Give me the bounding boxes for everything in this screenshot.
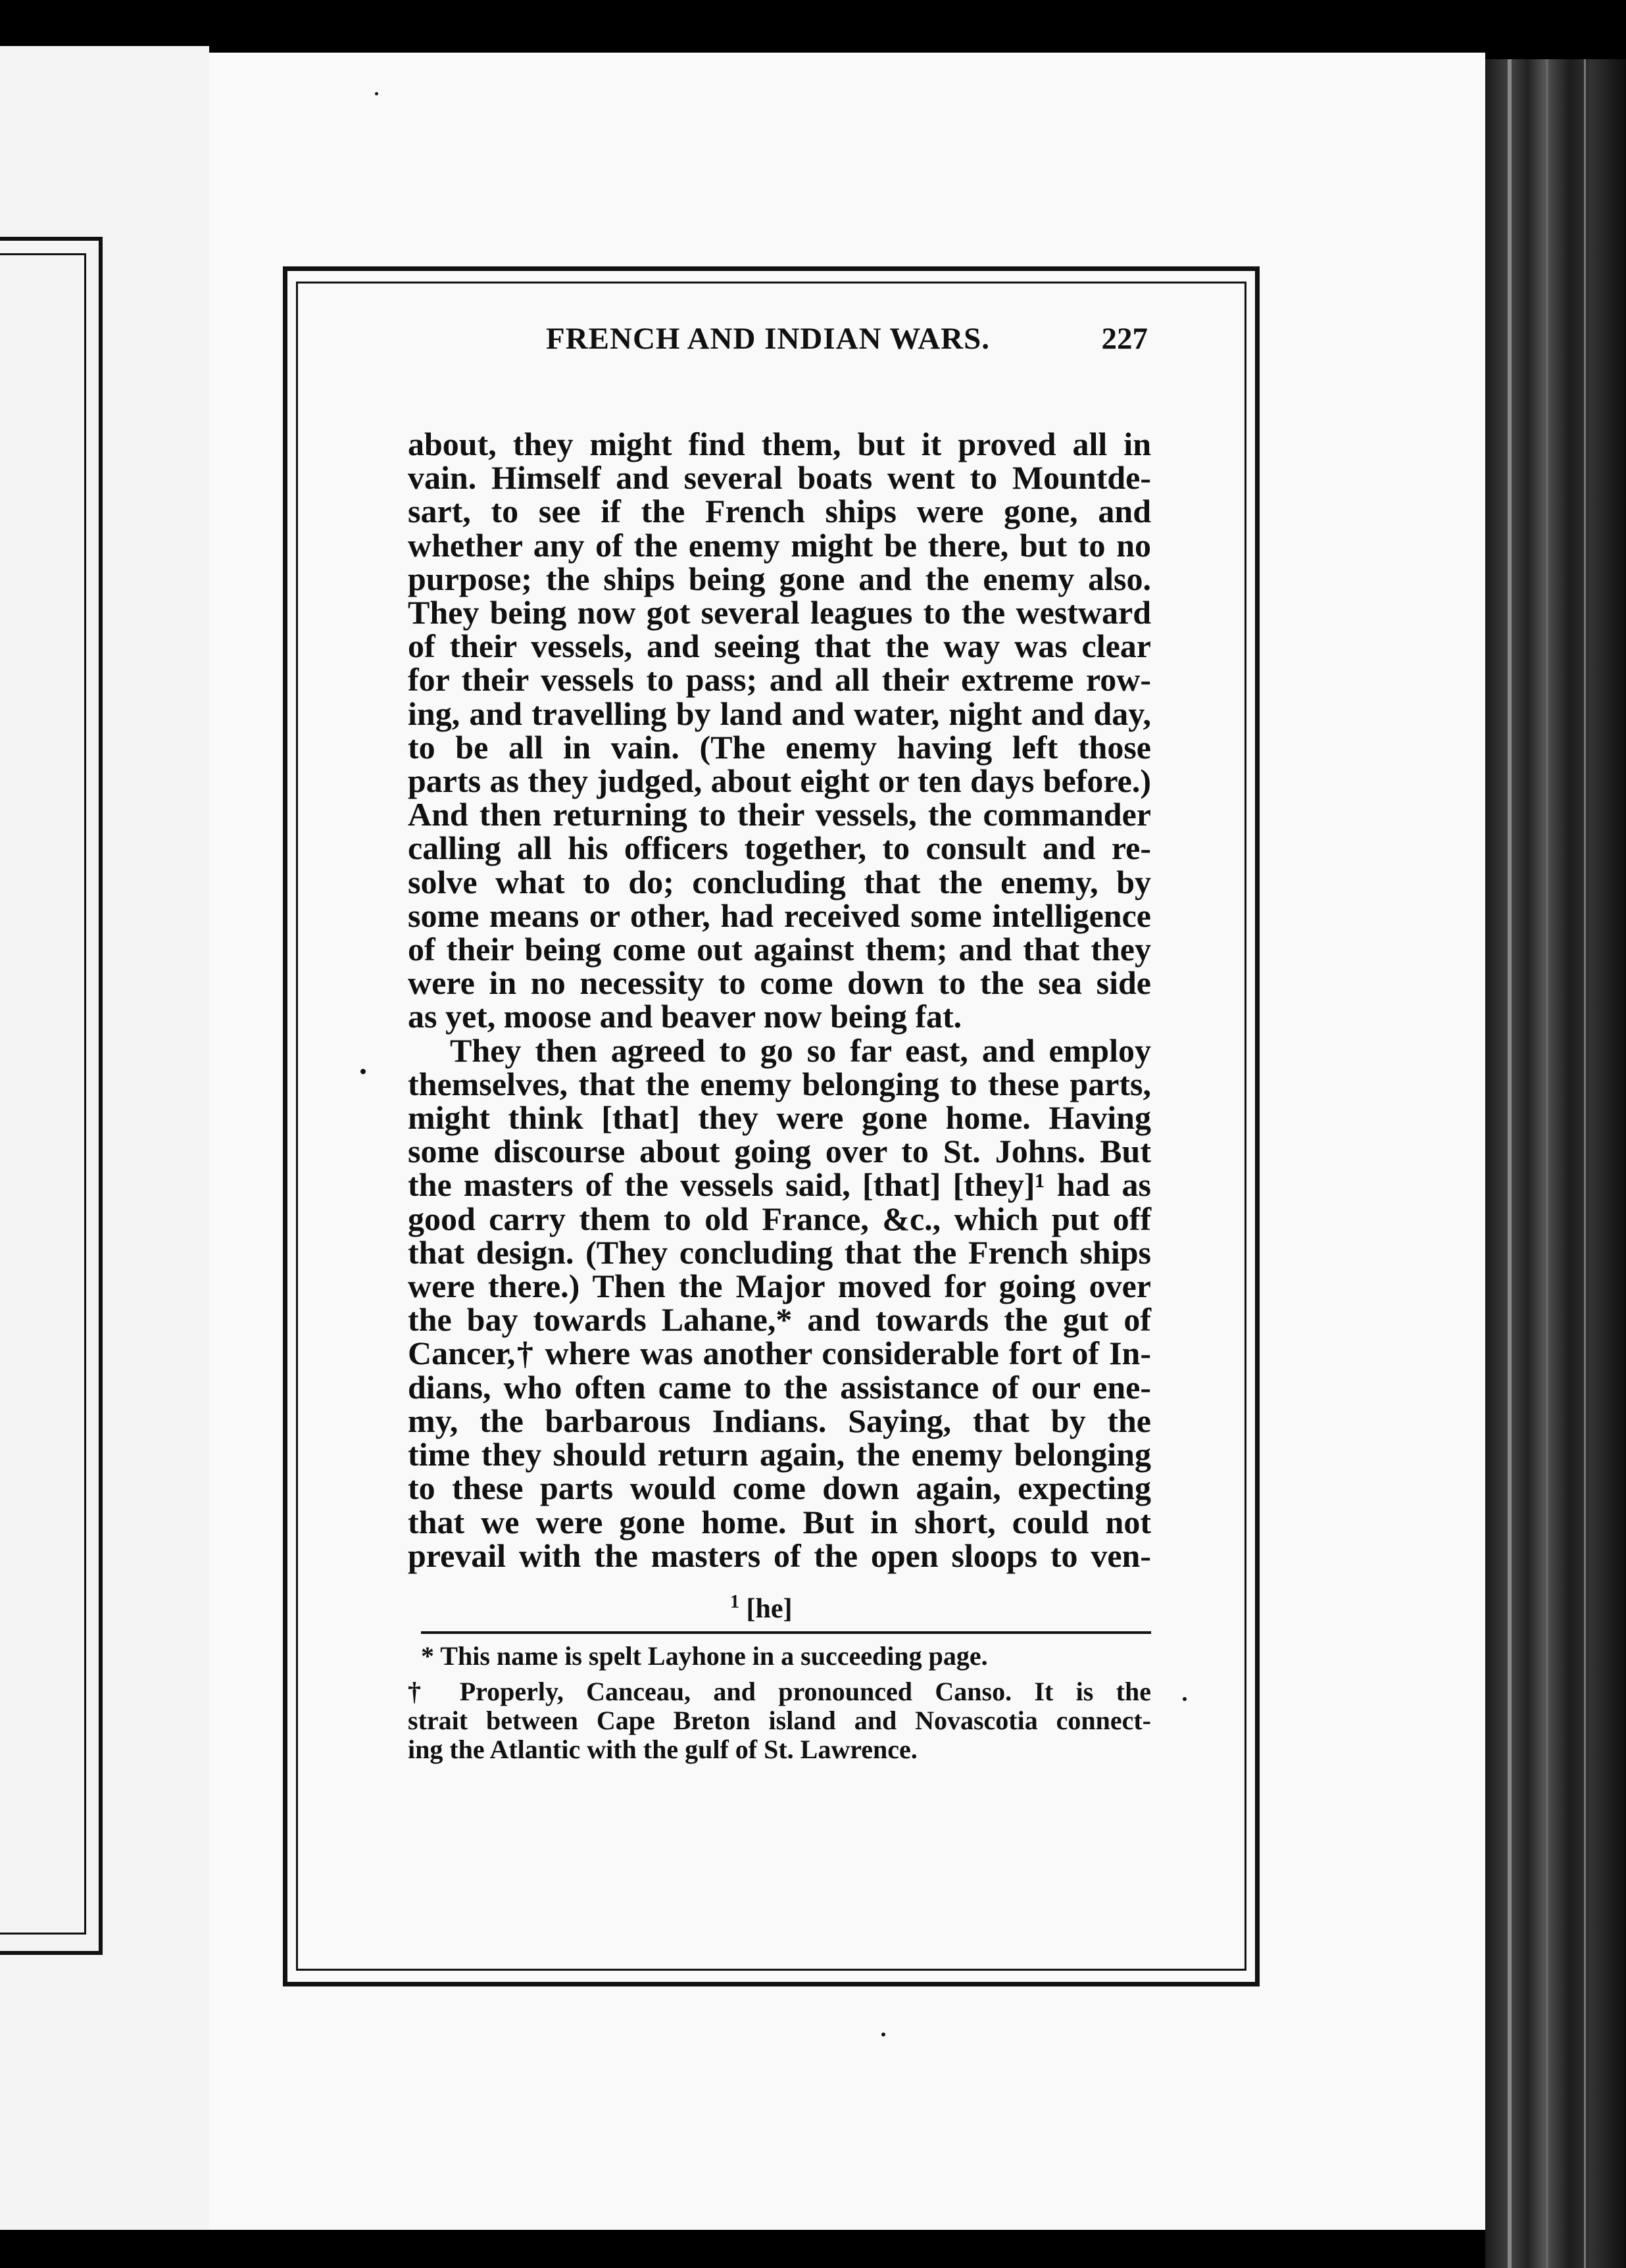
editorial-footnote-number: 1 (730, 1592, 739, 1612)
text-line: some discourse about going over to St. Johns. But (408, 1133, 1151, 1170)
running-head (342, 321, 1148, 374)
footnote-rule (421, 1631, 1151, 1634)
text-line: sart, to see if the French ships were gone, and (408, 493, 1151, 530)
footnote-asterisk: * This name is spelt Layhone in a succeeding page. (421, 1641, 988, 1671)
text-line: to these parts would come down again, expecting (408, 1469, 1151, 1507)
binding-stripe (1546, 59, 1548, 2268)
text-line: some means or other, had received some intelligence (408, 897, 1151, 934)
text-line: prevail with the masters of the open sloops to ven- (408, 1537, 1151, 1574)
text-line: that we were gone home. But in short, could not (408, 1503, 1151, 1541)
running-head-title: FRENCH AND INDIAN WARS. (546, 322, 990, 356)
text-line: dians, who often came to the assistance of our ene- (408, 1368, 1151, 1406)
editorial-footnote-text: [he] (746, 1594, 793, 1624)
footnote-line: strait between Cape Breton island and Novascotia connect- (408, 1706, 1151, 1735)
footnotes (408, 1642, 1151, 1764)
body-text (408, 428, 1151, 1573)
text-line: ing, and travelling by land and water, night and day, (408, 695, 1151, 732)
text-line: for their vessels to pass; and all their extreme row- (408, 661, 1151, 699)
text-line: calling all his officers together, to consult and re- (408, 829, 1151, 867)
text-line: And then returning to their vessels, the commander (408, 796, 1151, 833)
text-line: good carry them to old France, &c., which put off (408, 1200, 1151, 1237)
text-line: of their vessels, and seeing that the way was clear (408, 628, 1151, 665)
text-line: of their being come out against them; and that they (408, 931, 1151, 968)
footnote-line: ing the Atlantic with the gulf of St. Lawrence. (408, 1735, 918, 1764)
book-binding (1485, 59, 1626, 2268)
text-line: purpose; the ships being gone and the enemy also. (408, 560, 1151, 597)
previous-page-frame-inner (0, 253, 86, 1935)
text-line: vain. Himself and several boats went to Mountde- (408, 459, 1151, 497)
text-line: to be all in vain. (The enemy having left those (408, 728, 1151, 766)
text-line: They being now got several leagues to the westward (408, 594, 1151, 631)
footnote-dagger (408, 1677, 1151, 1764)
text-line: that design. (They concluding that the French ships (408, 1233, 1151, 1271)
paragraph-last-line: as yet, moose and beaver now being fat. (408, 998, 962, 1035)
editorial-footnote (730, 1592, 792, 1625)
page-speck (881, 2033, 885, 2036)
text-line: themselves, that the enemy belonging to these parts, (408, 1065, 1151, 1102)
text-line: Cancer,† where was another considerable fort of In- (408, 1335, 1151, 1372)
previous-page-edge (0, 46, 209, 2230)
text-line: my, the barbarous Indians. Saying, that by the (408, 1402, 1151, 1439)
text-line: whether any of the enemy might be there, but to no (408, 526, 1151, 564)
page-speck (1183, 1697, 1187, 1701)
page-speck (375, 92, 378, 95)
text-line: were there.) Then the Major moved for going over (408, 1268, 1151, 1305)
footnote-line: † Properly, Canceau, and pronounced Canso. It is the (408, 1677, 1151, 1706)
page-speck (360, 1069, 366, 1074)
text-line: might think [that] they were gone home. Having (408, 1099, 1151, 1137)
text-line: time they should return again, the enemy belonging (408, 1436, 1151, 1473)
text-line: parts as they judged, about eight or ten days before.) (408, 762, 1151, 800)
page-number: 227 (1101, 322, 1148, 356)
text-line: the bay towards Lahane,* and towards the gut of (408, 1301, 1151, 1339)
text-line: about, they might find them, but it proved all in (408, 426, 1151, 462)
paragraph-first-line: They then agreed to go so far east, and employ (450, 1031, 1151, 1069)
text-line: the masters of the vessels said, [that] [they]¹ had as (408, 1166, 1151, 1204)
binding-stripe (1584, 59, 1586, 2268)
text-line: were in no necessity to come down to the sea side (408, 964, 1151, 1002)
text-line: solve what to do; concluding that the enemy, by (408, 863, 1151, 900)
binding-stripe (1508, 59, 1512, 2268)
